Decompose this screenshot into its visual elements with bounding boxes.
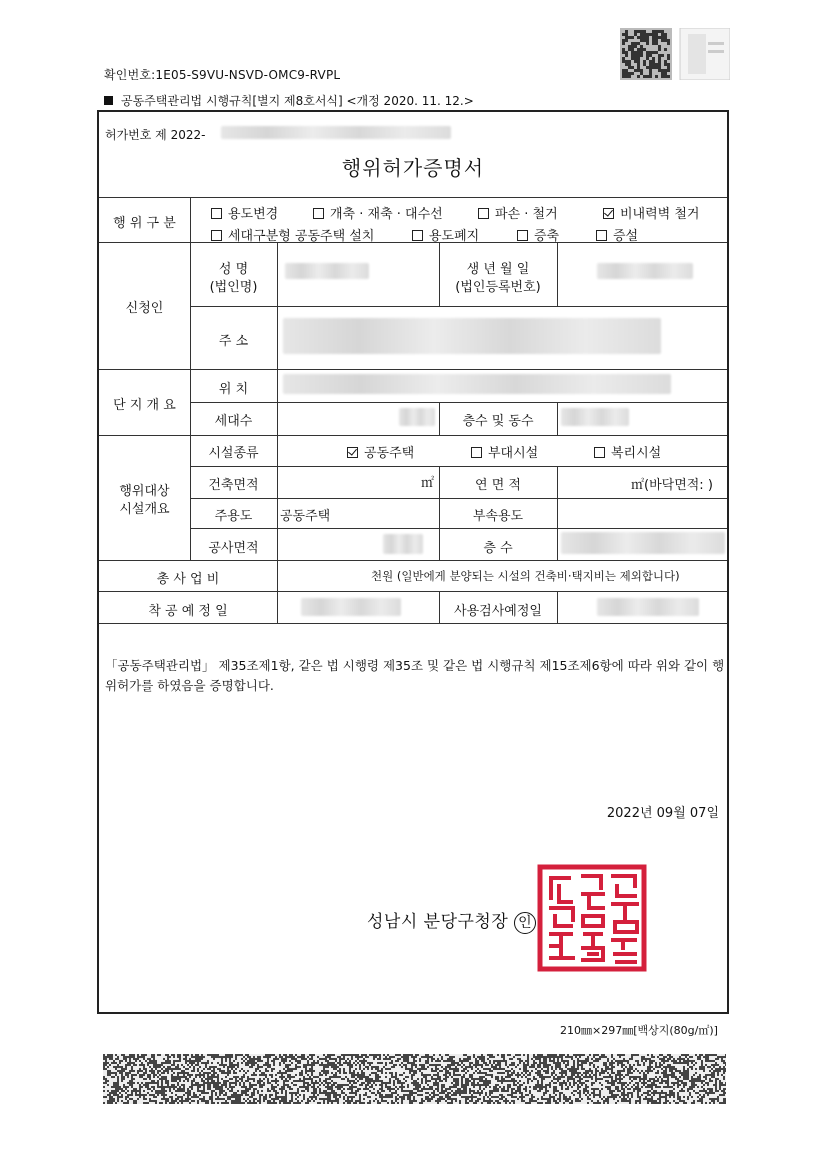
redacted-name bbox=[285, 263, 369, 279]
redacted-birth bbox=[597, 263, 693, 279]
facility-kind-label: 시설종류 bbox=[208, 446, 259, 461]
official-seal-icon bbox=[537, 864, 647, 972]
redacted-permit-number bbox=[221, 126, 451, 139]
floor-area-unit: ㎡(바닥면적: ) bbox=[631, 478, 713, 493]
facility-ancillary[interactable]: 부대시설 bbox=[471, 442, 538, 461]
facility-apartment[interactable]: 공동주택 bbox=[347, 442, 414, 461]
birth-label-sub: (법인등록번호) bbox=[455, 280, 541, 295]
confirm-number: 확인번호:1E05-S9VU-NSVD-OMC9-RVPL bbox=[104, 68, 341, 82]
option-demolition[interactable]: 파손 · 철거 bbox=[478, 203, 558, 222]
checkbox-icon[interactable] bbox=[313, 208, 324, 219]
option-addition[interactable]: 증설 bbox=[596, 225, 638, 244]
redacted-start-date bbox=[301, 598, 401, 616]
checkbox-icon[interactable] bbox=[211, 230, 222, 241]
issuer-name: 성남시 분당구청장 인 bbox=[367, 907, 536, 934]
checkbox-icon[interactable] bbox=[517, 230, 528, 241]
location-label: 위 치 bbox=[218, 382, 249, 397]
start-date-label: 착 공 예 정 일 bbox=[148, 604, 228, 619]
checkbox-icon[interactable] bbox=[596, 230, 607, 241]
certification-statement: 「공동주택관리법」 제35조제1항, 같은 법 시행령 제35조 및 같은 법 시행규칙 제15조제6항에 따라 위와 같이 행위허가를 하였음을 증명합니다. bbox=[105, 658, 725, 693]
facility-welfare[interactable]: 복리시설 bbox=[594, 442, 661, 461]
inspection-date-label: 사용검사예정일 bbox=[454, 604, 542, 619]
issue-date: 2022년 09월 07일 bbox=[606, 806, 719, 821]
sub-use-label: 부속용도 bbox=[472, 509, 524, 524]
seal-mark: 인 bbox=[514, 912, 536, 934]
building-area-unit: ㎡ bbox=[421, 476, 435, 491]
form-reference bbox=[104, 92, 474, 109]
address-label: 주 소 bbox=[218, 334, 249, 349]
name-label-sub: (법인명) bbox=[209, 280, 258, 295]
option-rebuild[interactable]: 개축 · 재축 · 대수선 bbox=[313, 203, 443, 222]
birth-label: 생 년 월 일 bbox=[466, 262, 530, 277]
option-use-abolish[interactable]: 용도폐지 bbox=[412, 225, 479, 244]
redacted-households bbox=[399, 408, 435, 426]
redacted-address bbox=[283, 318, 661, 354]
redacted-floor-count bbox=[561, 532, 725, 554]
checked-checkbox-icon[interactable] bbox=[347, 447, 358, 458]
redacted-location bbox=[283, 374, 671, 394]
main-use-label: 주용도 bbox=[214, 509, 253, 524]
checked-checkbox-icon[interactable] bbox=[603, 208, 614, 219]
paper-spec: 210㎜×297㎜[백상지(80g/㎡)] bbox=[560, 1024, 718, 1037]
option-use-change[interactable]: 용도변경 bbox=[211, 203, 278, 222]
applicant-label: 신청인 bbox=[125, 301, 164, 316]
complex-label: 단 지 개 요 bbox=[113, 398, 176, 413]
checkbox-icon[interactable] bbox=[594, 447, 605, 458]
floor-count-label: 층 수 bbox=[483, 541, 513, 556]
redacted-construction-area bbox=[383, 534, 423, 554]
certificate-form bbox=[97, 110, 729, 1014]
option-nonbearing-wall[interactable]: 비내력벽 철거 bbox=[603, 203, 699, 222]
floors-label: 층수 및 동수 bbox=[462, 414, 534, 429]
checkbox-icon[interactable] bbox=[478, 208, 489, 219]
checkbox-icon[interactable] bbox=[412, 230, 423, 241]
floor-area-label: 연 면 적 bbox=[475, 478, 521, 493]
barcode-icon bbox=[103, 1054, 726, 1104]
main-use-value: 공동주택 bbox=[280, 509, 331, 524]
cost-value: 천원 (일반에게 분양되는 시설의 건축비·택지비는 제외합니다) bbox=[371, 569, 680, 583]
redacted-inspection-date bbox=[597, 598, 699, 616]
permit-number-label: 허가번호 제 2022- bbox=[105, 128, 206, 142]
redacted-floors bbox=[561, 408, 629, 426]
form-reference-text: 공동주택관리법 시행규칙[별지 제8호서식] <개정 2020. 11. 12.> bbox=[121, 94, 474, 108]
checkbox-icon[interactable] bbox=[471, 447, 482, 458]
construction-area-label: 공사면적 bbox=[208, 541, 259, 556]
target-label: 행위대상 bbox=[119, 484, 170, 499]
option-extension[interactable]: 증축 bbox=[517, 225, 559, 244]
action-type-label: 행 위 구 분 bbox=[113, 216, 176, 231]
checkbox-icon[interactable] bbox=[211, 208, 222, 219]
square-bullet-icon bbox=[104, 96, 113, 105]
households-label: 세대수 bbox=[214, 414, 253, 429]
option-split-household[interactable]: 세대구분형 공동주택 설치 bbox=[211, 225, 374, 244]
qr-code-icon bbox=[620, 28, 730, 80]
document-title: 행위허가증명서 bbox=[341, 156, 485, 180]
name-label: 성 명 bbox=[218, 262, 249, 277]
building-area-label: 건축면적 bbox=[208, 478, 259, 493]
cost-label: 총 사 업 비 bbox=[156, 572, 220, 587]
target-label-sub: 시설개요 bbox=[119, 502, 170, 517]
